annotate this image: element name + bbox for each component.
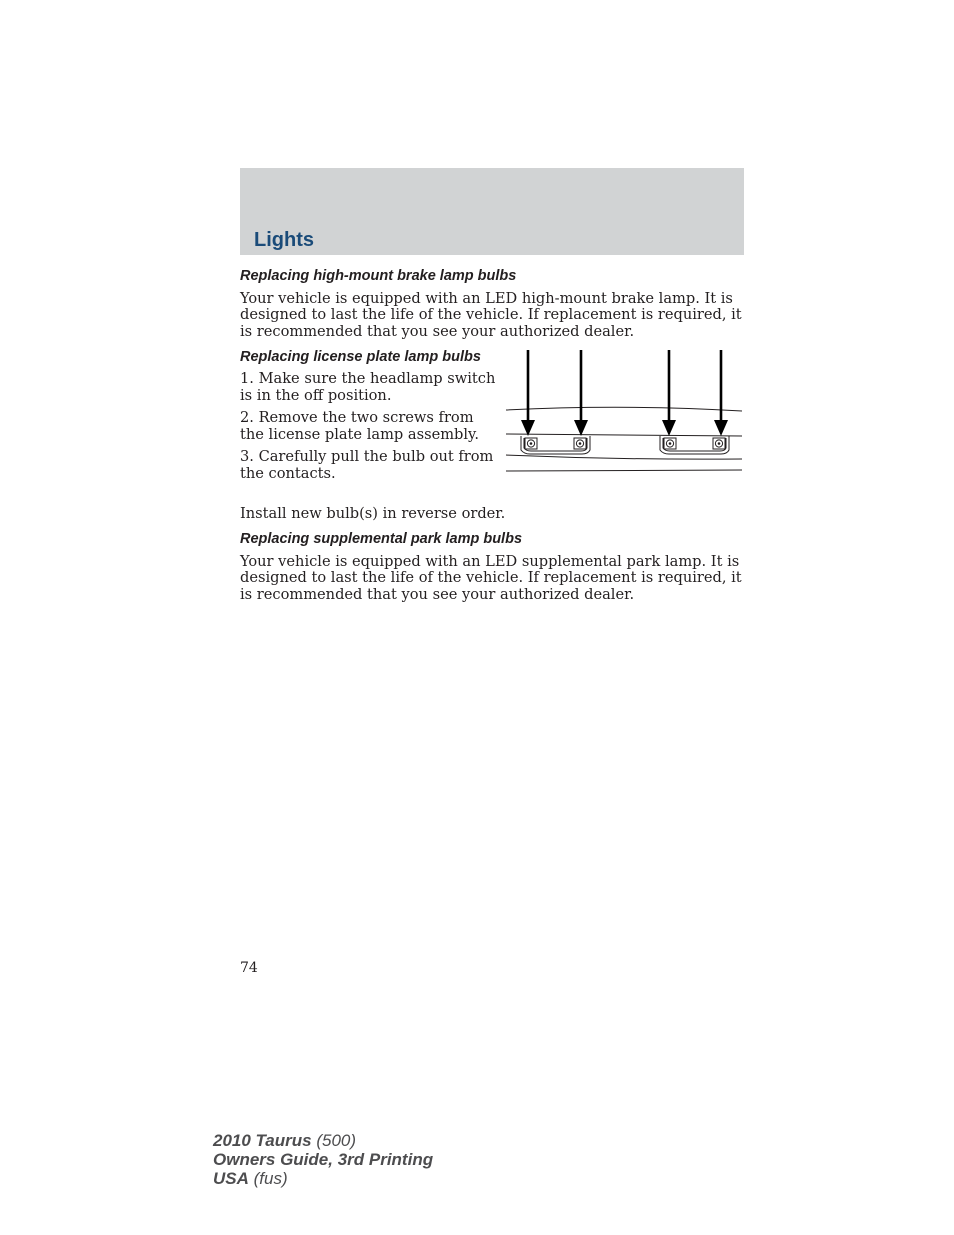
trim-mid-line <box>506 455 742 459</box>
page-number: 74 <box>240 960 258 976</box>
license-plate-lamp-diagram <box>504 350 744 476</box>
paragraph-supplemental-park-lamp: Your vehicle is equipped with an LED supplemental park lamp. It is designed to last the life of the vehicle. If replacement is required, it is recommended that you see your authorized dealer. <box>240 553 742 603</box>
paragraph-install-reverse-order: Install new bulb(s) in reverse order. <box>240 505 506 522</box>
footer-line-guide <box>213 1150 433 1169</box>
step-2: 2. Remove the two screws from the license plate lamp assembly. <box>240 409 479 443</box>
footer-model-code: (500) <box>316 1131 357 1150</box>
trim-upper-line <box>506 434 742 436</box>
arrow-3 <box>662 350 676 436</box>
footer-market: USA <box>213 1169 249 1188</box>
footer-model: 2010 Taurus <box>213 1131 312 1150</box>
heading-license-plate-lamp: Replacing license plate lamp bulbs <box>240 349 481 365</box>
footer <box>213 1131 433 1188</box>
arrow-1 <box>521 350 535 436</box>
section-header-band <box>240 168 744 255</box>
bumper-top-line <box>506 407 742 411</box>
footer-market-code: (fus) <box>253 1169 288 1188</box>
step-3: 3. Carefully pull the bulb out from the contacts. <box>240 448 494 482</box>
heading-high-mount-brake-lamp: Replacing high-mount brake lamp bulbs <box>240 268 517 284</box>
step-1: 1. Make sure the headlamp switch is in the off position. <box>240 370 496 404</box>
arrow-4 <box>714 350 728 436</box>
paragraph-high-mount-brake-lamp: Your vehicle is equipped with an LED high-mount brake lamp. It is designed to last the life of the vehicle. If replacement is required, it is recommended that you see your authorized dealer. <box>240 290 742 340</box>
arrow-2 <box>574 350 588 436</box>
trim-bottom-line <box>506 470 742 471</box>
footer-guide: Owners Guide, 3rd Printing <box>213 1150 434 1169</box>
section-title: Lights <box>254 229 314 251</box>
heading-supplemental-park-lamp: Replacing supplemental park lamp bulbs <box>240 531 523 547</box>
footer-line-model <box>213 1131 433 1150</box>
footer-line-market <box>213 1169 433 1188</box>
